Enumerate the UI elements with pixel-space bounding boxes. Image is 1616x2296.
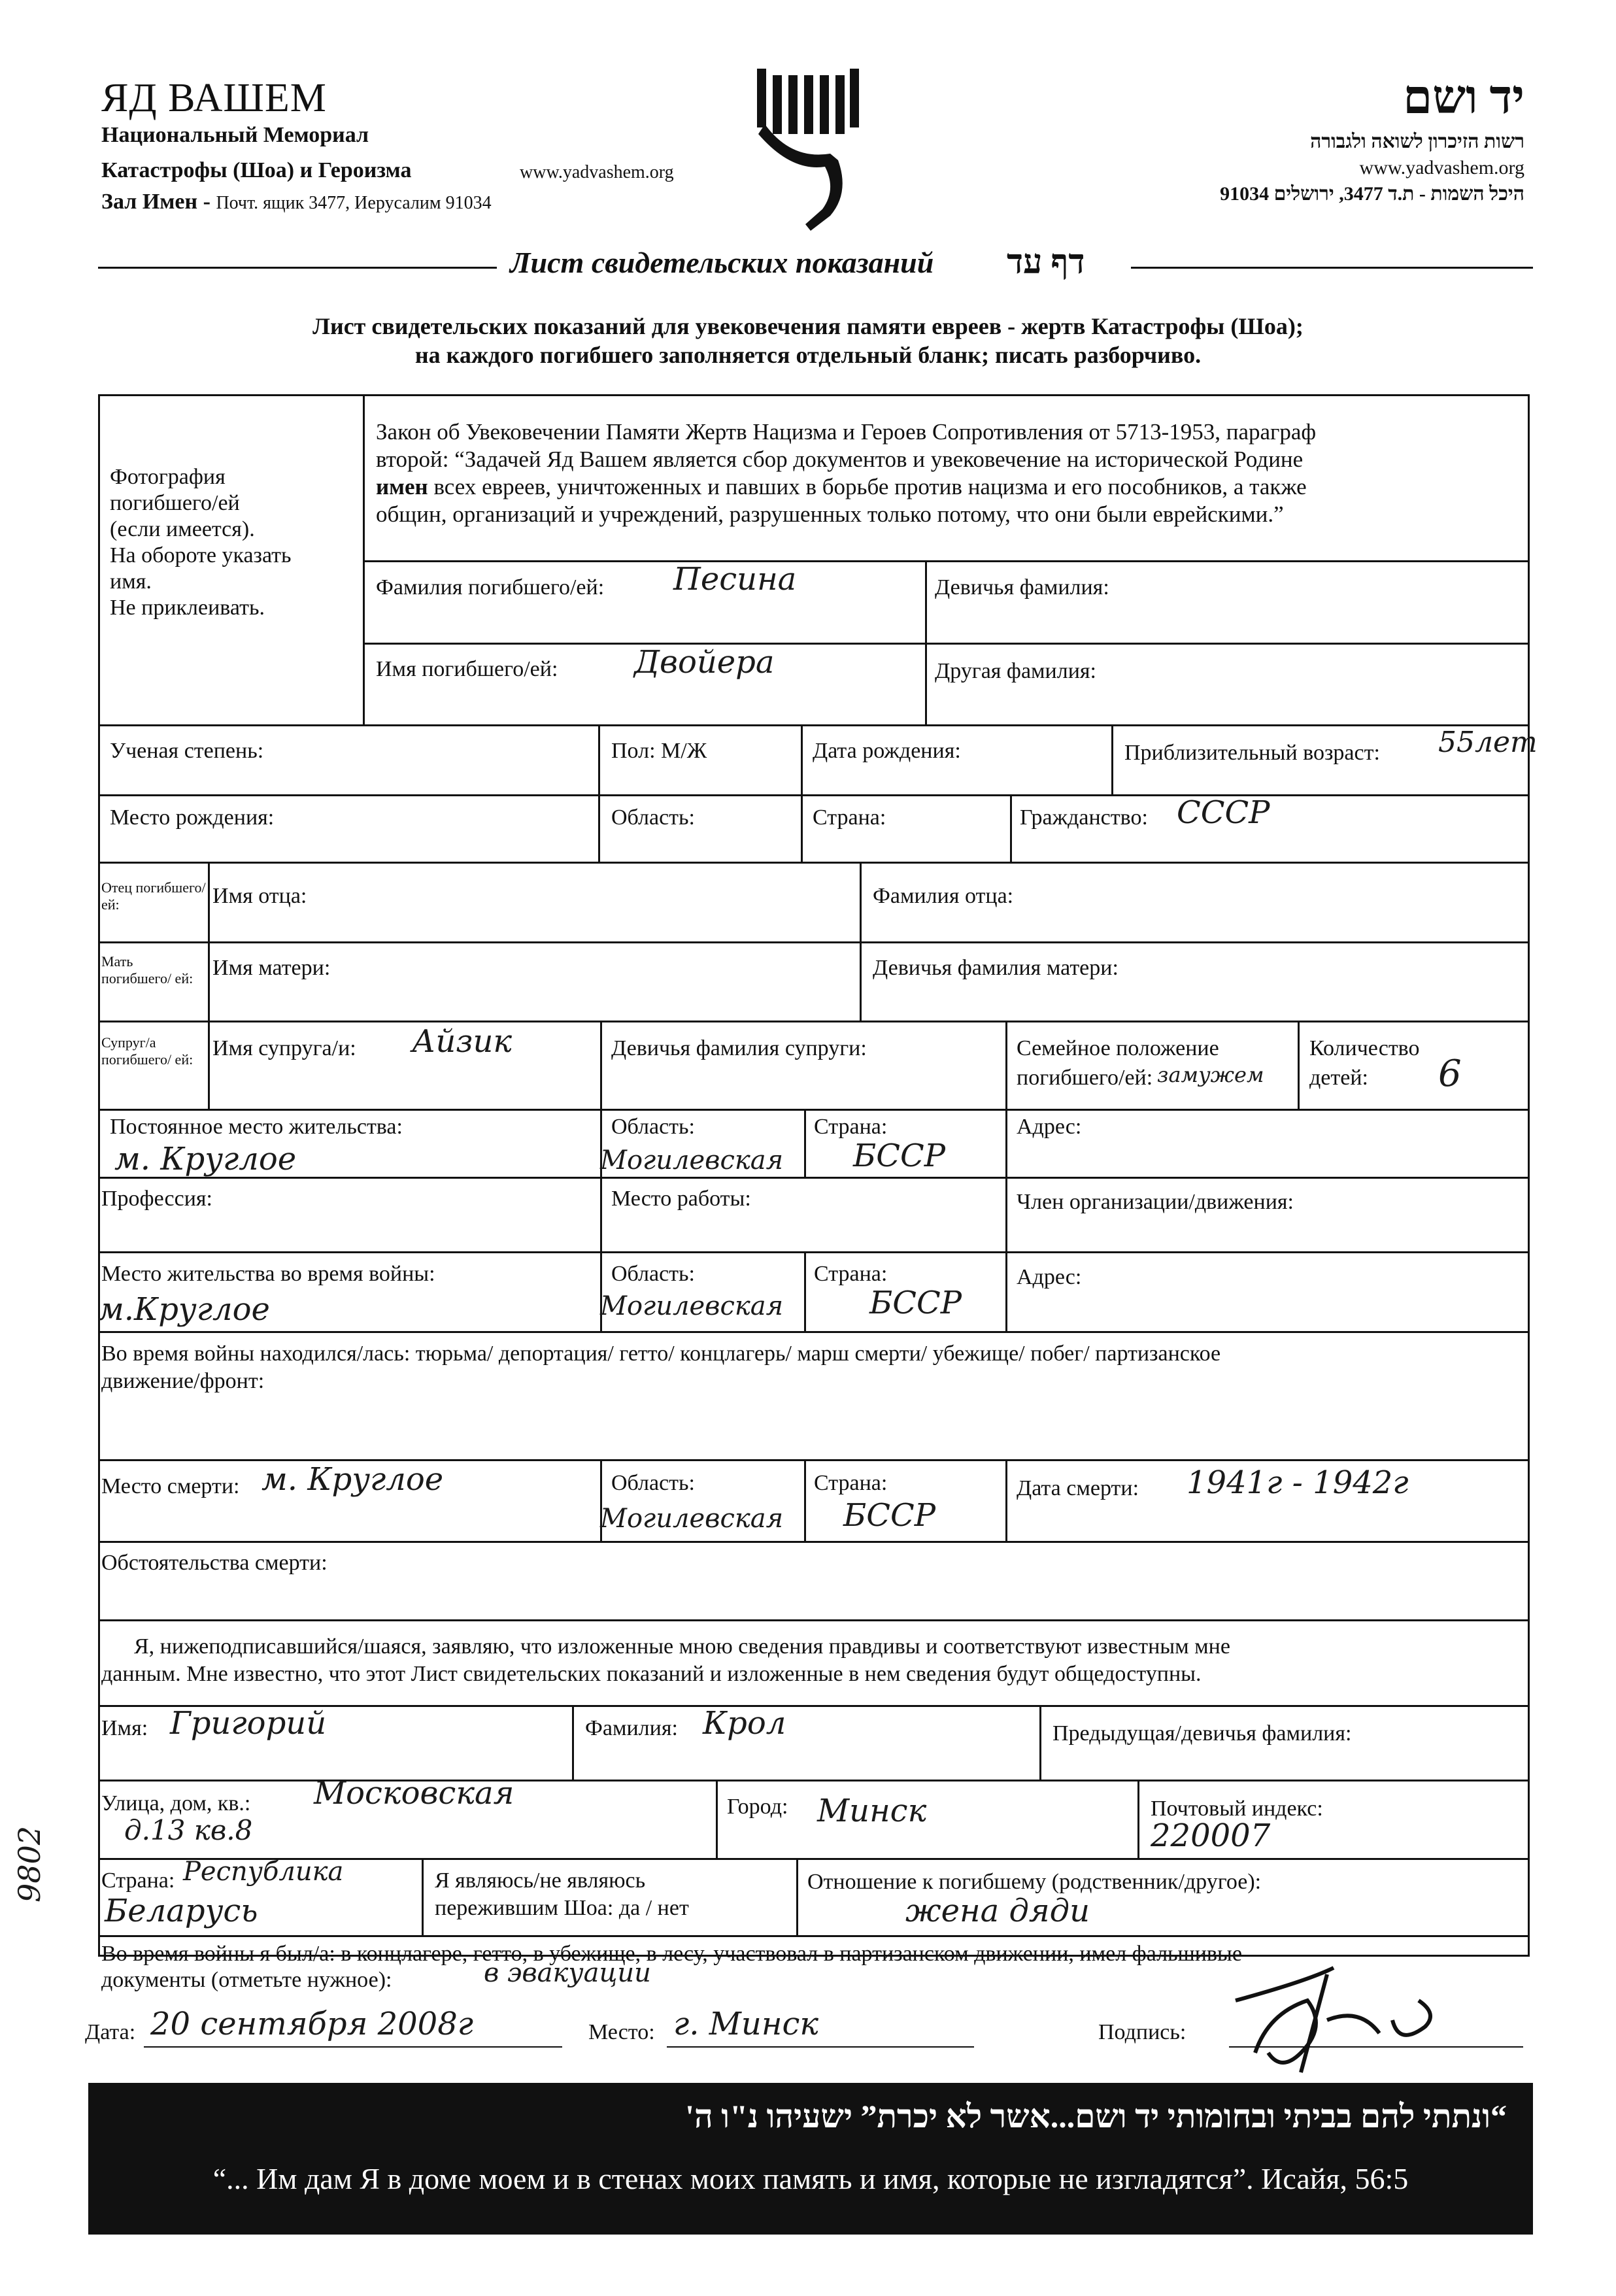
intro-line-1: Лист свидетельских показаний для увековечения памяти евреев - жертв Катастрофы (Шоа); — [312, 313, 1304, 339]
age-value[interactable]: 55лет — [1438, 726, 1538, 759]
father-name-label: Имя отца: — [212, 884, 307, 908]
org-title-ru: ЯД ВАШЕМ — [101, 76, 327, 120]
birthdate-label: Дата рождения: — [813, 739, 961, 763]
residence-value[interactable]: м. Круглое — [114, 1141, 297, 1177]
signature-label: Подпись: — [1098, 2020, 1187, 2044]
death-place-value[interactable]: м. Круглое — [261, 1461, 444, 1498]
footer-quote-banner — [88, 2083, 1533, 2235]
submitter-surname-value[interactable]: Крол — [703, 1705, 786, 1742]
mother-side-label: Мать погибшего/ ей: — [101, 953, 194, 987]
submitter-war-value[interactable]: в эвакуации — [484, 1958, 651, 1988]
po-box-ru: Почт. ящик 3477, Иерусалим 91034 — [216, 193, 492, 213]
date-label: Дата: — [85, 2020, 136, 2044]
declaration-line-1: Я, нижеподписавшийся/шаяся, заявляю, что изложенные мною сведения правдивы и соответствуют известным мне — [134, 1634, 1230, 1659]
submitter-surname-label: Фамилия: — [585, 1716, 678, 1740]
form-title-he: דף עד — [1007, 244, 1085, 281]
citizenship-value[interactable]: СССР — [1177, 794, 1270, 831]
death-region-value[interactable]: Могилевская — [600, 1504, 784, 1534]
residence-country-value[interactable]: БССР — [853, 1138, 946, 1174]
birthplace-label: Место рождения: — [110, 805, 275, 830]
mother-name-label: Имя матери: — [212, 956, 331, 980]
org-subtitle-ru-2: Катастрофы (Шоа) и Героизма — [101, 158, 412, 182]
footer-quote-he: “ונתתי להם בביתי ובחומותי יד ושם...אשר לא יכרת” ישעיהו נ"ו ה' — [685, 2098, 1507, 2135]
war-region-label: Область: — [611, 1262, 695, 1286]
residence-address-label: Адрес: — [1017, 1115, 1082, 1139]
father-side-label: Отец погибшего/ ей: — [101, 879, 206, 913]
profession-label: Профессия: — [101, 1187, 212, 1211]
signature-scribble — [1229, 1955, 1451, 2079]
submitter-name-label: Имя: — [101, 1716, 148, 1740]
victim-surname-value[interactable]: Песина — [673, 561, 797, 598]
death-country-label: Страна: — [814, 1471, 888, 1495]
city-label: Город: — [727, 1795, 788, 1819]
relation-value[interactable]: жена дяди — [905, 1893, 1090, 1929]
citizenship-label: Гражданство: — [1020, 805, 1148, 830]
website-ru: www.yadvashem.org — [520, 162, 674, 182]
spouse-name-value[interactable]: Айзик — [412, 1023, 513, 1060]
children-label-1: Количество — [1309, 1036, 1420, 1060]
survivor-label-2[interactable]: пережившим Шоа: да / нет — [435, 1896, 689, 1920]
death-place-label: Место смерти: — [101, 1474, 240, 1498]
father-surname-label: Фамилия отца: — [873, 884, 1014, 908]
org-address-he: היכל השמות - ת.ד 3477, ירושלים 91034 — [1220, 183, 1524, 205]
spouse-name-label: Имя супруга/и: — [212, 1036, 356, 1060]
submitter-previous-name-label: Предыдущая/девичья фамилия: — [1052, 1721, 1352, 1746]
death-date-value[interactable]: 1941г - 1942г — [1187, 1464, 1409, 1501]
other-name-label: Другая фамилия: — [935, 659, 1096, 683]
form-title: Лист свидетельских показаний — [510, 246, 934, 279]
war-address-label: Адрес: — [1017, 1265, 1082, 1289]
submitter-country-value-2[interactable]: Беларусь — [105, 1893, 258, 1929]
footer-quote-ru: “... Им дам Я в доме моем и в стенах моих память и имя, которые не изгладятся”. Исайя, 56:5 — [212, 2162, 1409, 2195]
title-rule-left — [98, 267, 497, 269]
workplace-label: Место работы: — [611, 1187, 751, 1211]
website-he: www.yadvashem.org — [1359, 157, 1524, 178]
intro-line-2: на каждого погибшего заполняется отдельный бланк; писать разборчиво. — [414, 342, 1202, 368]
residence-region-label: Область: — [611, 1115, 695, 1139]
maiden-name-label: Девичья фамилия: — [935, 575, 1109, 599]
street-value-line-1[interactable]: Московская — [314, 1775, 514, 1812]
degree-label: Ученая степень: — [110, 739, 264, 763]
street-value-line-2[interactable]: д.13 кв.8 — [124, 1814, 253, 1846]
birth-region-label: Область: — [611, 805, 695, 830]
war-country-label: Страна: — [814, 1262, 888, 1286]
marital-status-label-2: погибшего/ей: — [1017, 1066, 1153, 1090]
children-label-2: детей: — [1309, 1066, 1368, 1090]
residence-label: Постоянное место жительства: — [110, 1115, 403, 1139]
title-rule-right — [1131, 267, 1533, 269]
survivor-label-1: Я являюсь/не являюсь — [435, 1868, 646, 1893]
submitter-name-value[interactable]: Григорий — [170, 1705, 327, 1742]
submitter-war-label-2: документы (отметьте нужное): — [101, 1968, 392, 1992]
zip-label: Почтовый индекс: — [1151, 1797, 1323, 1821]
residence-region-value[interactable]: Могилевская — [600, 1145, 784, 1175]
marital-status-label-1: Семейное положение — [1017, 1036, 1219, 1060]
circumstances-label: Обстоятельства смерти: — [101, 1551, 328, 1575]
relation-label: Отношение к погибшему (родственник/другое): — [807, 1870, 1262, 1894]
mother-maiden-label: Девичья фамилия матери: — [873, 956, 1119, 980]
spouse-side-label: Супруг/а погибшего/ ей: — [101, 1034, 194, 1068]
war-region-value[interactable]: Могилевская — [600, 1291, 784, 1321]
residence-country-label: Страна: — [814, 1115, 888, 1139]
org-address-ru — [101, 190, 492, 214]
yad-vashem-logo — [752, 62, 863, 232]
children-value[interactable]: 6 — [1438, 1053, 1462, 1095]
victim-name-label: Имя погибшего/ей: — [376, 657, 558, 681]
place-label: Место: — [588, 2020, 655, 2044]
death-date-label: Дата смерти: — [1017, 1476, 1139, 1500]
war-residence-value[interactable]: м.Круглое — [98, 1291, 270, 1328]
marital-status-value[interactable]: замужем — [1157, 1062, 1264, 1087]
death-country-value[interactable]: БССР — [843, 1497, 936, 1534]
date-value[interactable]: 20 сентября 2008г — [150, 2006, 474, 2042]
sex-label: Пол: М/Ж — [611, 739, 707, 763]
zip-value[interactable]: 220007 — [1151, 1817, 1271, 1854]
declaration-line-2: данным. Мне известно, что этот Лист свидетельских показаний и изложенные в нем сведения будут общедоступны. — [101, 1662, 1202, 1686]
city-value[interactable]: Минск — [817, 1793, 927, 1829]
death-region-label: Область: — [611, 1471, 695, 1495]
org-subtitle-he: רשות הזיכרון לשואה ולגבורה — [1310, 131, 1524, 152]
birth-country-label: Страна: — [813, 805, 886, 830]
org-title-he: יד ושם — [1403, 71, 1524, 124]
submitter-country-value-1[interactable]: Республика — [183, 1857, 344, 1887]
photo-instructions: Фотография погибшего/ей (если имеется). На обороте указать имя. Не приклеивать. — [110, 465, 292, 620]
law-text: Закон об Увековечении Памяти Жертв Нацизма и Героев Сопротивления от 5713-1953, параграф второй: “Задачей Яд Вашем является сбор документов и увековечение на исторической Родине имен всех евреев, уничтоженных и павших в борьбе против нацизма и его пособников, а также общин, организаций и учреждений, разрушенных только потому, что они были еврейскими.” — [376, 419, 1317, 527]
street-label: Улица, дом, кв.: — [101, 1791, 251, 1815]
place-value[interactable]: г. Минск — [673, 2006, 818, 2042]
victim-surname-label: Фамилия погибшего/ей: — [376, 575, 605, 599]
spouse-maiden-label: Девичья фамилия супруги: — [611, 1036, 867, 1060]
war-residence-label: Место жительства во время войны: — [101, 1262, 435, 1286]
age-label: Приблизительный возраст: — [1124, 741, 1380, 765]
org-subtitle-ru-1: Национальный Мемориал — [101, 123, 369, 147]
submitter-war-label-1: Во время войны я был/а: в концлагере, гетто, в убежище, в лесу, участвовал в партизанском движении, имел фальшивые — [101, 1942, 1242, 1966]
war-country-value[interactable]: БССР — [869, 1285, 962, 1321]
during-war-label-2: движение/фронт: — [101, 1369, 265, 1393]
during-war-label-1: Во время войны находился/лась: тюрьма/ депортация/ гетто/ концлагерь/ марш смерти/ убежище/ побег/ партизанское — [101, 1342, 1221, 1366]
submitter-country-label: Страна: — [101, 1868, 175, 1893]
organization-label: Член организации/движения: — [1017, 1190, 1294, 1214]
side-number: 9802 — [12, 1825, 47, 1902]
victim-name-value[interactable]: Двойера — [634, 644, 775, 681]
hall-of-names-label: Зал Имен - — [101, 190, 216, 214]
